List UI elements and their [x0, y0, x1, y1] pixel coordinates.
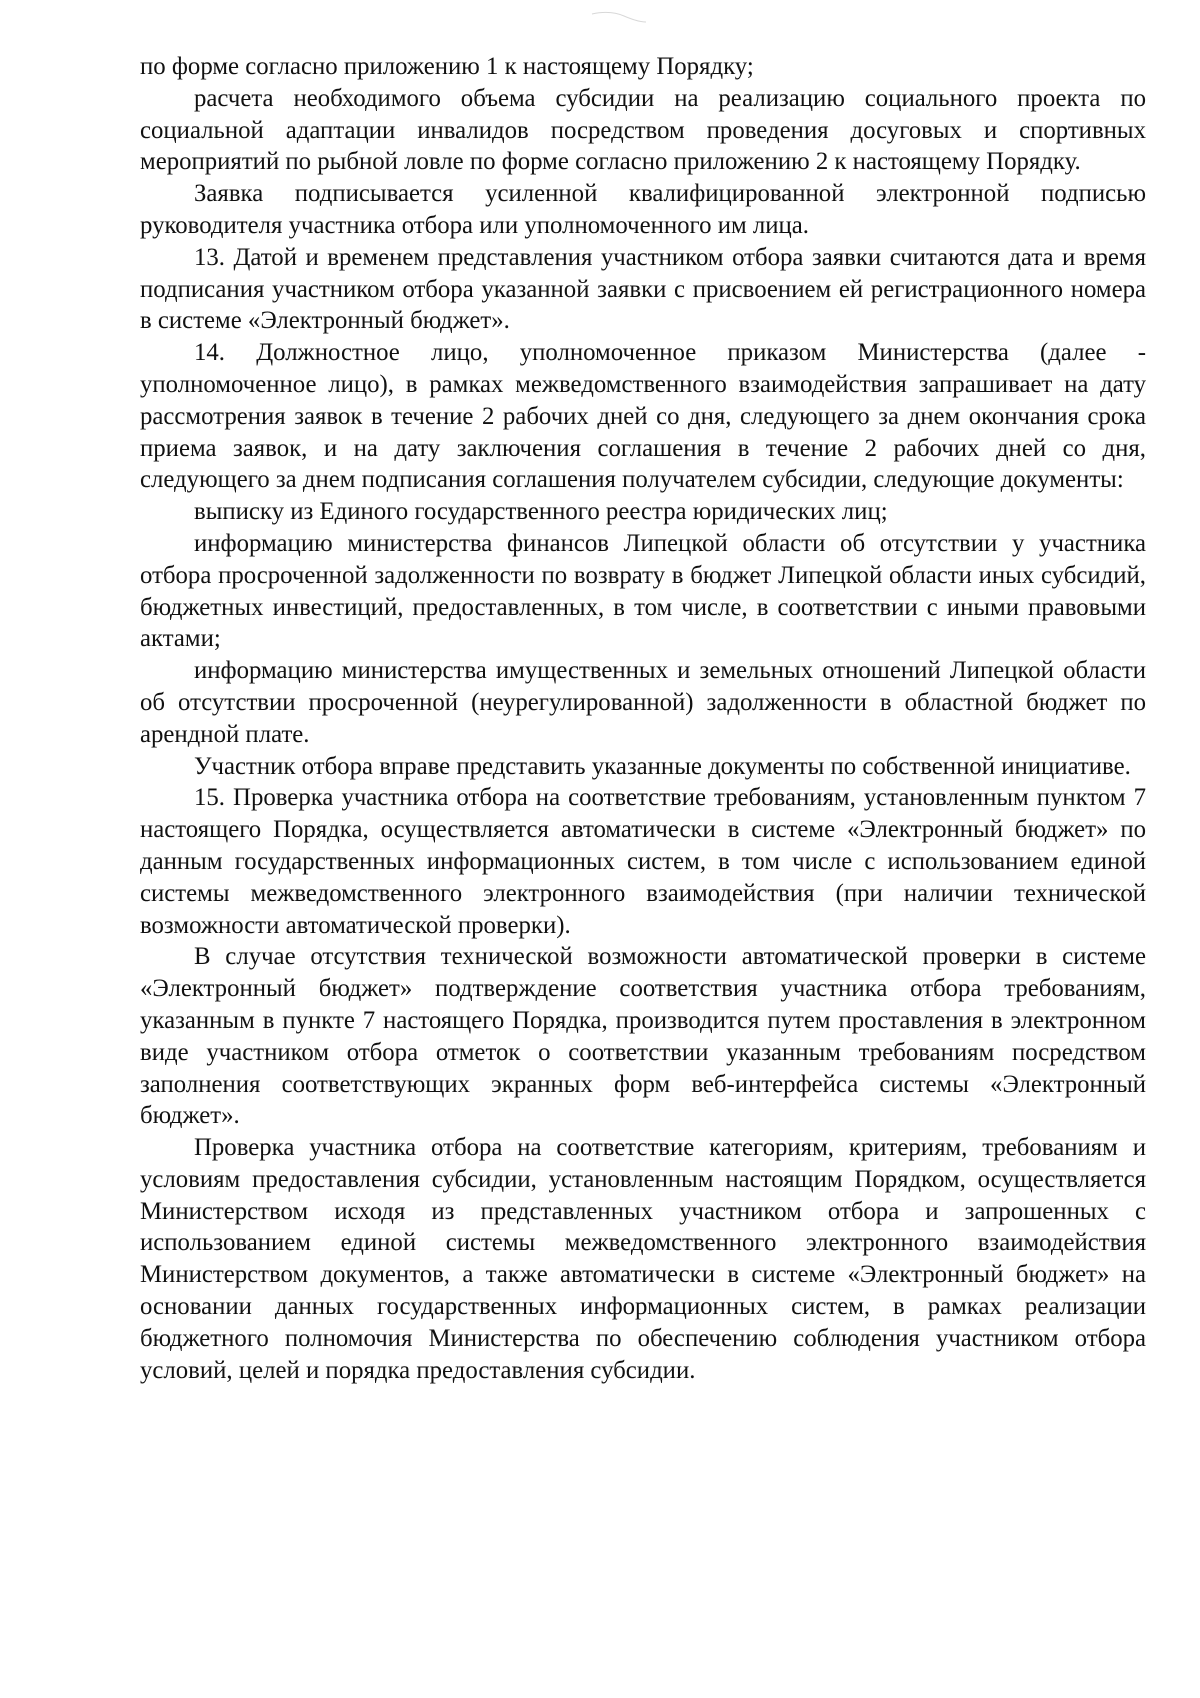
paragraph-item-14: 14. Должностное лицо, уполномоченное приказом Министерства (далее - уполномоченное лицо), в рамках межведомственного взаимодействия запрашивает на дату рассмотрения заявок в течение 2 рабочих дней со дня, следующего за днем окончания срока приема заявок, и на дату заключения соглашения в течение 2 рабочих дней со дня, следующего за днем подписания соглашения получателем субсидии, следующие документы: — [140, 339, 1146, 494]
paragraph-item-15: 15. Проверка участника отбора на соответствие требованиям, установленным пунктом 7 настоящего Порядка, осуществляется автоматически в системе «Электронный бюджет» по данным государственных информационных систем, в том числе с использованием единой системы межведомственного электронного взаимодействия (при наличии технической возможности автоматической проверки). — [140, 784, 1146, 939]
paragraph-egrul-extract: выписку из Единого государственного реестра юридических лиц; — [194, 498, 888, 526]
paragraph-item-13: 13. Датой и временем представления участником отбора заявки считаются дата и время подписания участником отбора указанной заявки с присвоением ей регистрационного номера в системе «Электронный бюджет». — [140, 243, 1146, 335]
paragraph-own-initiative: Участник отбора вправе представить указанные документы по собственной инициативе. — [194, 752, 1131, 780]
document-body — [140, 51, 1146, 1386]
paragraph-form-appendix-1: по форме согласно приложению 1 к настоящему Порядку; — [140, 53, 754, 80]
paragraph-application-signature: Заявка подписывается усиленной квалифицированной электронной подписью руководителя участника отбора или уполномоченного им лица. — [140, 180, 1146, 239]
paragraph-ministry-verification: Проверка участника отбора на соответствие категориям, критериям, требованиям и условиям предоставления субсидии, установленным настоящим Порядком, осуществляется Министерством исходя из представленных участником отбора и запрошенных с использованием единой системы межведомственного электронного взаимодействия Министерством документов, а также автоматически в системе «Электронный бюджет» на основании данных государственных информационных систем, в рамках реализации бюджетного полномочия Министерства по обеспечению соблюдения участником отбора условий, целей и порядка предоставления субсидии. — [140, 1134, 1146, 1384]
paragraph-subsidy-calculation: расчета необходимого объема субсидии на реализацию социального проекта по социальной адаптации инвалидов посредством проведения досуговых и спортивных мероприятий по рыбной ловле по форме согласно приложению 2 к настоящему Порядку. — [140, 84, 1146, 176]
paragraph-property-ministry-info: информацию министерства имущественных и земельных отношений Липецкой области об отсутствии просроченной (неурегулированной) задолженности в областной бюджет по арендной плате. — [140, 657, 1146, 748]
paragraph-no-technical-possibility: В случае отсутствия технической возможности автоматической проверки в системе «Электронный бюджет» подтверждение соответствия участника отбора требованиям, указанным в пункте 7 настоящего Порядка, производится путем проставления в электронном виде участником отбора отметок о соответствии указанным требованиям посредством заполнения соответствующих экранных форм веб-интерфейса системы «Электронный бюджет». — [140, 943, 1146, 1130]
paragraph-finance-ministry-info: информацию министерства финансов Липецкой области об отсутствии у участника отбора просроченной задолженности по возврату в бюджет Липецкой области иных субсидий, бюджетных инвестиций, предоставленных, в том числе, в соответствии с иными правовыми актами; — [140, 529, 1146, 653]
scan-artifact-mark — [590, 8, 648, 30]
